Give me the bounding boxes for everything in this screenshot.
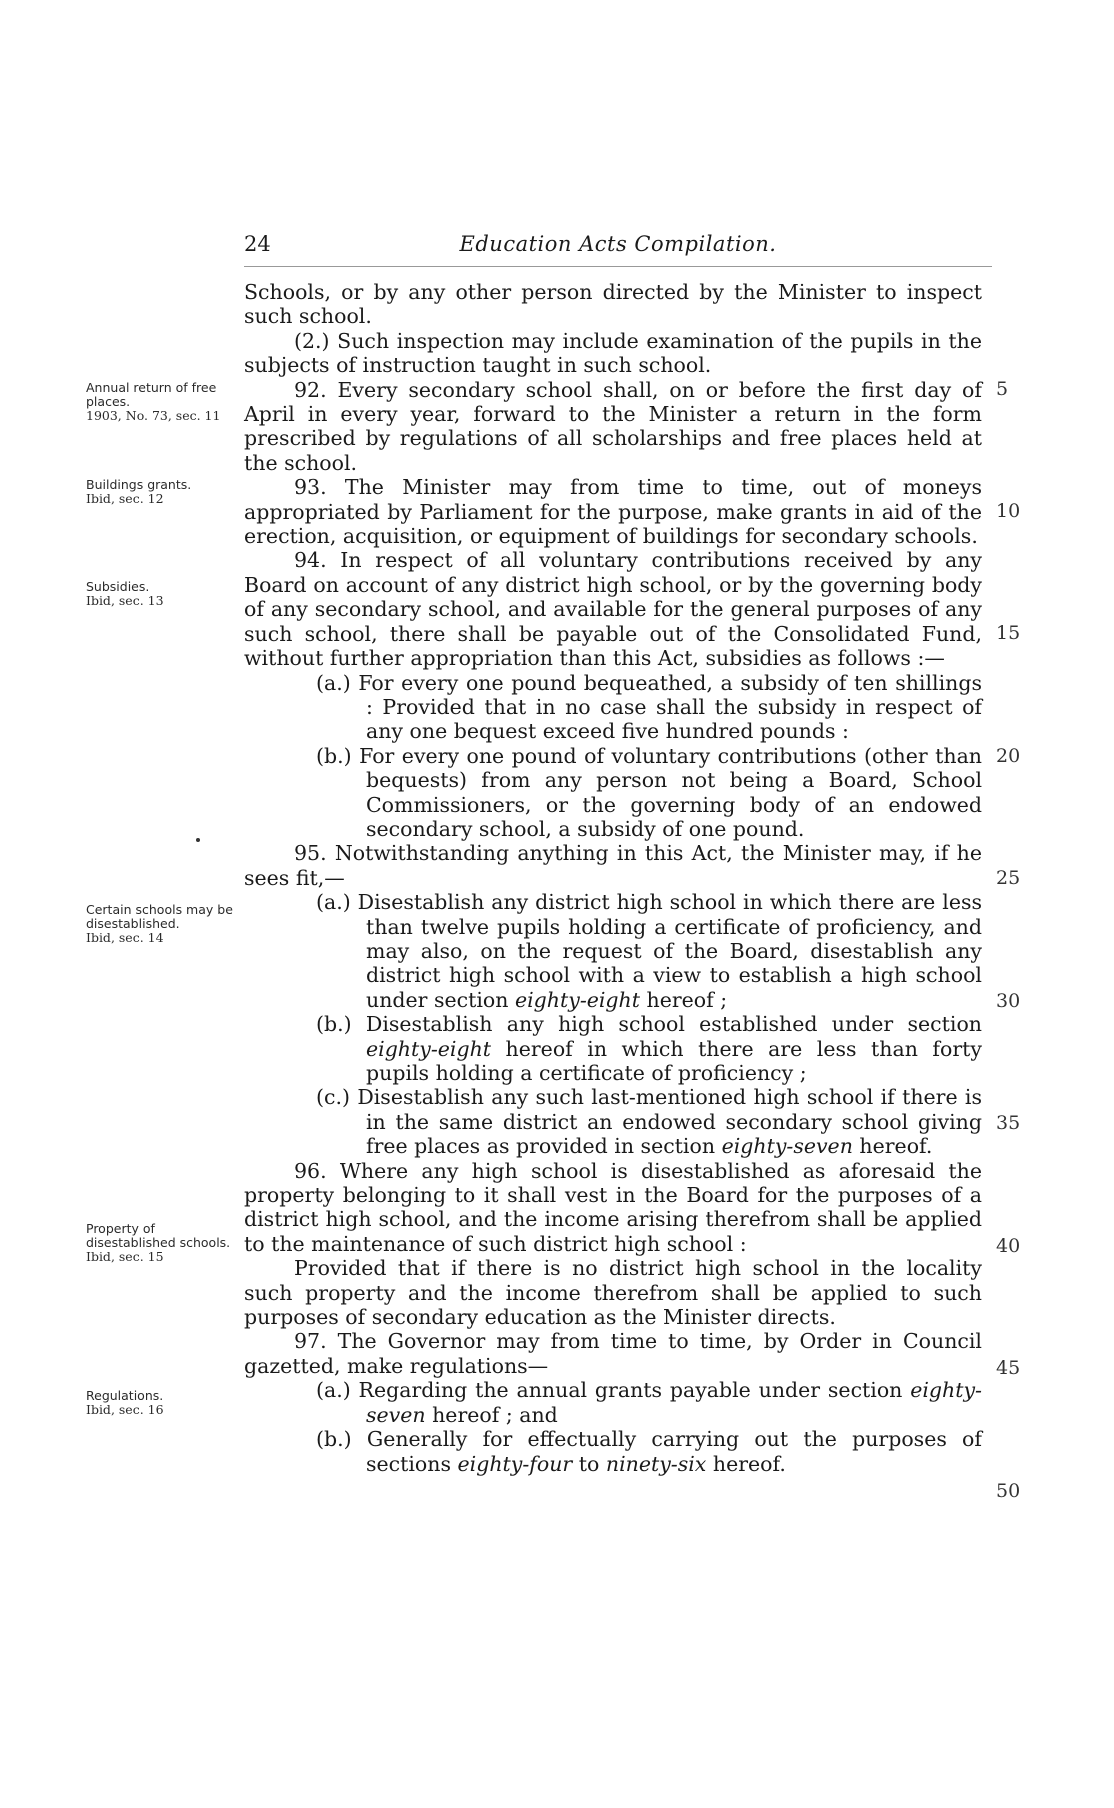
margin-note-subsidies [86, 580, 236, 608]
section-reference: eighty-seven [721, 1134, 853, 1159]
margin-note-cite: Ibid, sec. 15 [86, 1249, 164, 1264]
section-97-a: (a.) Regarding the annual grants payable under section eighty-seven hereof ; and [316, 1378, 982, 1427]
margin-note-title: Annual return of free places. [86, 380, 217, 409]
margin-note-cite: 1903, No. 73, sec. 11 [86, 408, 221, 423]
section-94-a: (a.) For every one pound bequeathed, a subsidy of ten shillings : Provided that in no case shall the subsidy in respect of any one bequest exceed five hundred pounds : [316, 670, 982, 744]
margin-note-title: Subsidies. [86, 579, 150, 594]
margin-note-cite: Ibid, sec. 13 [86, 593, 164, 608]
line-number: 40 [996, 1235, 1021, 1257]
running-title: Education Acts Compilation. [459, 232, 777, 256]
margin-note-disestablished [86, 903, 236, 945]
section-95-b: (b.) Disestablish any high school established under section eighty-eight hereof in which there are less than forty pupils holding a certificate of proficiency ; [316, 1012, 982, 1085]
section-95-c: (c.) Disestablish any such last-mentioned high school if there is in the same district an endowed secondary school giving free places as provided in section eighty-seven hereof. [316, 1085, 982, 1159]
section-94: 94. In respect of all voluntary contributions received by any Board on account of any district high school, or by the governing body of any secondary school, and available for the general purposes of any such school, there shall be payable out of the Consolidated Fund, without further appropriation than this Act, subsidies as follows :— [244, 548, 982, 671]
line-number: 50 [996, 1480, 1021, 1502]
paragraph-continued: Schools, or by any other person directed by the Minister to inspect such school. [244, 280, 982, 329]
header-rule [244, 266, 992, 267]
section-97: 97. The Governor may from time to time, by Order in Council gazetted, make regulations— [244, 1329, 982, 1378]
margin-note-annual-return [86, 381, 236, 423]
line-number: 15 [996, 622, 1021, 644]
section-reference: eighty-seven [366, 1378, 982, 1427]
line-number: 10 [996, 500, 1021, 522]
running-head [244, 232, 992, 262]
margin-note-buildings-grants [86, 478, 236, 506]
section-92: 92. Every secondary school shall, on or before the first day of April in every year, forward to the Minister a return in the form prescribed by regulations of all scholarships and free places held at the school. [244, 377, 982, 475]
page-number: 24 [244, 232, 271, 256]
margin-note-property [86, 1222, 236, 1264]
section-reference: eighty-four [457, 1451, 573, 1476]
line-number: 45 [996, 1357, 1021, 1379]
margin-note-title: Property of disestablished schools. [86, 1221, 231, 1250]
margin-note-regulations [86, 1389, 236, 1417]
section-95: 95. Notwithstanding anything in this Act, the Minister may, if he sees fit,— [244, 841, 982, 890]
section-97-b: (b.) Generally for effectually carrying out the purposes of sections eighty-four to ninety-six hereof. [316, 1427, 982, 1476]
section-reference: ninety-six [605, 1451, 707, 1476]
margin-note-title: Buildings grants. [86, 477, 192, 492]
section-95-a: (a.) Disestablish any district high school in which there are less than twelve pupils holding a certificate of proficiency, and may also, on the request of the Board, disestablish any district high school with a view to establish a high school under section eighty-eight hereof ; [316, 890, 982, 1012]
margin-note-cite: Ibid, sec. 16 [86, 1402, 164, 1417]
line-number: 30 [996, 990, 1021, 1012]
line-number: 25 [996, 867, 1021, 889]
print-speck [196, 838, 200, 842]
section-94-b: (b.) For every one pound of voluntary contributions (other than bequests) from any person not being a Board, School Commissioners, or the governing body of an endowed secondary school, a subsidy of one pound. [316, 743, 982, 841]
margin-note-title: Regulations. [86, 1388, 164, 1403]
margin-note-cite: Ibid, sec. 14 [86, 930, 164, 945]
body-text [244, 280, 982, 1476]
margin-note-cite: Ibid, sec. 12 [86, 491, 164, 506]
section-96: 96. Where any high school is disestablished as aforesaid the property belonging to it shall vest in the Board for the purposes of a district high school, and the income arising therefrom shall be applied to the maintenance of such district high school : [244, 1158, 982, 1256]
section-reference: eighty-eight [514, 987, 640, 1012]
section-reference: eighty-eight [366, 1036, 492, 1061]
section-93: 93. The Minister may from time to time, out of moneys appropriated by Parliament for the purpose, make grants in aid of the erection, acquisition, or equipment of buildings for secondary schools. [244, 475, 982, 549]
subsection-2: (2.) Such inspection may include examination of the pupils in the subjects of instruction taught in such school. [244, 328, 982, 378]
section-96-proviso: Provided that if there is no district high school in the locality such property and the income therefrom shall be applied to such purposes of secondary education as the Minister directs. [244, 1256, 982, 1330]
margin-note-title: Certain schools may be disestablished. [86, 902, 233, 931]
line-number: 5 [996, 378, 1009, 400]
line-number: 20 [996, 745, 1021, 767]
line-number: 35 [996, 1112, 1021, 1134]
